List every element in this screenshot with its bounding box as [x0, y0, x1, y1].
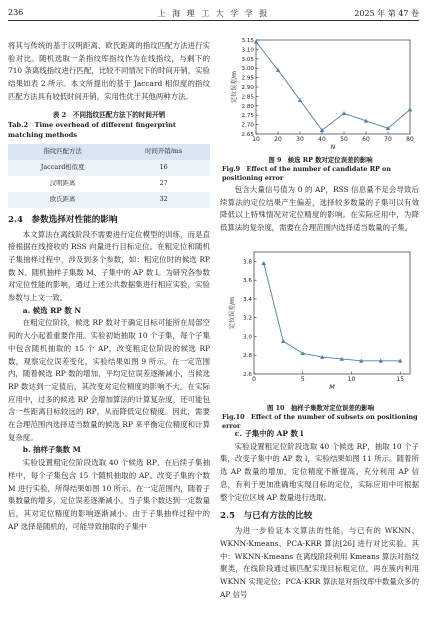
- x-tick-label: 40: [318, 136, 326, 143]
- y-tick-label: 3.6: [243, 278, 252, 285]
- y-tick-label: 2.8: [243, 353, 252, 360]
- paragraph-comparison: 为进一步验证本文算法的性能，与已有的 WKNN、WKNN-Kmeans、PCA-KRR 算法[26] 进行对比实验。其中：WKNN-Kmeans 在离线阶段利用 Kmeans 算法对指纹聚类，在线阶段通过簇匹配实现目标粗定位，再在簇内利用 WKNN 实现定位；PCA-KRR 算法是对指纹库中数量众多的 AP 信号: [220, 526, 419, 599]
- table-caption-en: Tab.2 Time overhead of different fingerprint matching methods: [8, 120, 176, 139]
- paragraph-intro-continued: 将其与传统的基于汉明距离、欧氏距离的指纹匹配方法进行实验对比。随机选取一条指纹库指纹作为在线指纹，与剩下的 710 条离线指纹进行匹配，比较不同情况下的时间开销，实验结果如表 2 所示。本文所提出的基于 Jaccard 相似度的指纹匹配方法具有较低时间开销，实用性优于其他两种方法。: [8, 41, 210, 101]
- x-tick-label: 5: [300, 376, 305, 383]
- data-point-marker: [301, 351, 305, 355]
- x-tick-label: 0: [252, 376, 256, 383]
- y-tick-label: 3.0: [243, 334, 252, 341]
- table-cell: 32: [159, 195, 168, 204]
- figure-9-caption: [222, 156, 419, 183]
- data-point-marker: [342, 111, 346, 115]
- x-tick-label: 60: [362, 136, 370, 143]
- figure-9-chart: [220, 34, 419, 154]
- series-line: [256, 42, 410, 130]
- x-tick-label: 20: [274, 136, 282, 143]
- figure-9-caption-en: Fig.9 Effect of the number of candidate RP on positioning error: [222, 165, 391, 182]
- x-tick-label: 15: [396, 376, 405, 383]
- table-header-row: [8, 144, 210, 160]
- y-tick-label: 2.70: [241, 122, 254, 129]
- figure-10-caption: [222, 404, 419, 431]
- table-cell: Jaccard相似度: [40, 163, 85, 172]
- y-tick-label: 3.8: [243, 259, 252, 266]
- data-point-marker: [262, 261, 266, 265]
- left-column: [8, 40, 210, 533]
- figure-10-caption-en: Fig.10 Effect of the number of subsets on positioning error: [222, 413, 418, 430]
- figure-10-caption-cn: 图 10 抽样子集数对定位误差的影响: [267, 404, 374, 412]
- running-header: [8, 6, 419, 21]
- y-tick-label: 2.90: [241, 85, 254, 91]
- y-axis-label: 定位误差/m: [231, 71, 238, 103]
- x-tick-label: 30: [296, 136, 304, 143]
- y-tick-label: 3.15: [241, 38, 254, 44]
- section-heading-2-5: 2.5 与已有方法的比较: [220, 511, 313, 522]
- plot-frame: [254, 252, 410, 374]
- y-tick-label: 2.6: [243, 372, 252, 378]
- x-tick-label: 10: [252, 136, 260, 143]
- subheading-a: a. 候选 RP 数 N: [22, 305, 82, 315]
- y-tick-label: 3.2: [243, 315, 252, 322]
- y-axis-label: 定位误差/m: [229, 297, 236, 329]
- table-cell: 16: [159, 163, 168, 172]
- time-overhead-table: [8, 144, 210, 208]
- x-tick-label: 10: [347, 376, 356, 383]
- section-heading-2-4: 2.4 参数选择对性能的影响: [8, 214, 118, 225]
- y-tick-label: 3.4: [243, 296, 252, 303]
- table-header-cell: 时间开销/ms: [145, 147, 183, 156]
- x-tick-label: 80: [406, 136, 414, 143]
- subheading-b: b. 抽样子集数 M: [22, 445, 81, 455]
- volume-info: 2025 年 第 47 卷: [354, 9, 419, 18]
- table-cell: 汉明距离: [49, 179, 76, 188]
- page-number: 236: [8, 8, 24, 17]
- x-tick-label: 70: [384, 136, 392, 143]
- table-header-cell: 指纹匹配方法: [43, 147, 82, 156]
- table-caption-cn: 表 2 不同指纹匹配方法下的时间开销: [52, 110, 166, 119]
- table-row: [8, 176, 210, 192]
- y-tick-label: 2.95: [241, 75, 254, 82]
- plot-frame: [256, 40, 410, 134]
- figure-9-caption-cn: 图 9 候选 RP 数对定位误差的影响: [268, 156, 373, 164]
- y-tick-label: 3.05: [241, 56, 254, 63]
- figure-10-chart: [220, 244, 419, 400]
- right-column-lower: [220, 428, 419, 601]
- journal-title: 上 海 理 工 大 学 学 报: [157, 9, 270, 18]
- table-cell: 27: [159, 179, 168, 188]
- x-tick-label: 50: [340, 136, 348, 143]
- figure-9: [220, 34, 419, 154]
- table-cell: 欧氏距离: [49, 195, 76, 204]
- paragraph-c: 实验设置粗定位阶段选取 40 个候选 RP，抽取 10 个子集，改变子集中的 AP 数 l，实验结果如图 11 所示。随着所选 AP 数量的增加，定位精度不断提高。充分利用 AP 信息，有利于更加准确地实现目标的定位，实际应用中可根据整个定位区域 AP 数量进行选取。: [220, 441, 419, 502]
- right-column: [220, 184, 419, 235]
- paragraph-a: 在粗定位阶段，候选 RP 数对于确定目标可能所在局部空间的大小起着重要作用。实验初始抽取 10 个子集，每个子集中包含随机抽取的 15 个 AP，改变粗定位阶段的候选 RP 数，观察定位误差变化，实验结果如图 9 所示。在一定范围内，随着候选 RP 数的增加，平均定位误差逐渐减小，当候选 RP 数达到一定值后，其改变对定位精度的影响不大。在实际应用中，过多的候选 RP 会增加算法的计算复杂度，还可能包含一些距离目标较远的 RP，从而降低定位精度。因此，需要在合理范围内选择适当数量的候选 RP 来平衡定位精度和计算复杂度。: [8, 318, 210, 442]
- y-tick-label: 2.75: [241, 113, 254, 120]
- figure-10: [220, 244, 419, 400]
- subheading-c: c. 子集中的 AP 数 l: [234, 429, 304, 438]
- series-line: [264, 263, 401, 361]
- table-row: [8, 192, 210, 208]
- y-tick-label: 2.65: [241, 132, 254, 138]
- data-point-marker: [281, 339, 285, 343]
- y-tick-label: 3.10: [241, 47, 254, 54]
- x-axis-label: N: [330, 143, 336, 151]
- y-tick-label: 2.85: [241, 94, 254, 101]
- paragraph-parameters: 本文算法在离线阶段不需要进行定位模型的训练，而是直接根据在线接收的 RSS 向量进行目标定位。在粗定位和随机子集抽样过程中，涉及到多个参数，如：粗定位时的候选 RP 数 N、随机抽样子集数 M、子集中的 AP 数 l。为研究各参数对定位性能的影响，通过上述公共数据集进行相应实验，实验参数与上文一致。: [8, 229, 210, 303]
- paragraph-b: 实验设置粗定位阶段选取 40 个候选 RP，在后续子集抽样中，每个子集包含 15 个随机抽取的 AP。改变子集的个数 M 进行实验，所得结果如图 10 所示。在一定范围内，随着子集数量的增多，定位误差逐渐减小。当子集个数达到一定数量后，其对定位精度的影响逐渐减小。由于子集抽样过程中的 AP 选择是随机的，可能导致抽取的子集中: [8, 458, 210, 531]
- y-tick-label: 2.80: [241, 103, 254, 110]
- x-axis-label: M: [329, 383, 335, 391]
- y-tick-label: 3.00: [241, 66, 254, 73]
- table-row: [8, 160, 210, 176]
- paragraph-subset-continued: 包含大量信号值为 0 的 AP，RSS 信息量不足会导致后续算法的定位结果产生偏差，选择较多数量的子集可以有效降低以上特殊情况对定位精度的影响。在实际应用中，为降低算法的复杂度，需要在合理范围内选择适当数量的子集。: [220, 185, 419, 233]
- data-point-marker: [408, 107, 412, 111]
